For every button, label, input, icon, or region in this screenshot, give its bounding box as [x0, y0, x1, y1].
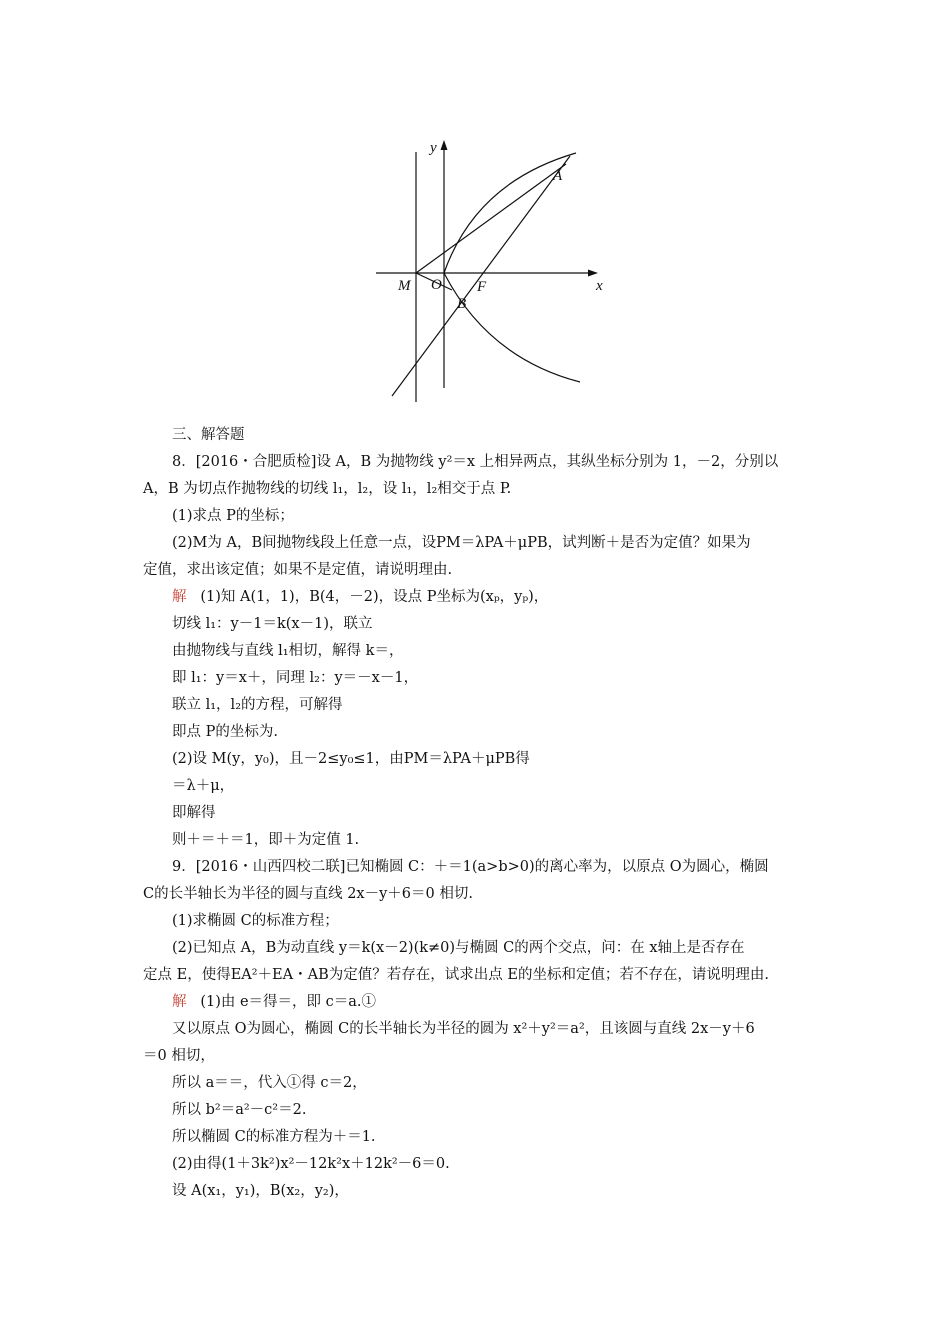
text-line [143, 800, 823, 827]
text-line [143, 1043, 823, 1070]
text-line-content: A，B 为切点作抛物线的切线 l₁，l₂，设 l₁，l₂相交于点 P. [143, 481, 512, 497]
text-line [143, 557, 823, 584]
text-line [143, 1016, 823, 1043]
text-line [143, 1178, 823, 1205]
text-line [143, 962, 823, 989]
parabola-figure [352, 130, 632, 418]
text-line [143, 692, 823, 719]
label-y: y [430, 140, 437, 156]
text-line [143, 1124, 823, 1151]
text-line-content: (1)求点 P的坐标； [172, 508, 294, 524]
text-line [143, 827, 823, 854]
text-line [143, 611, 823, 638]
text-line-content: 即点 P的坐标为. [172, 724, 278, 740]
label-x: x [596, 278, 603, 294]
text-line-content: 设 A(x₁，y₁)，B(x₂，y₂)， [172, 1183, 349, 1199]
x-axis-arrow [588, 270, 598, 277]
chord-AB [392, 156, 570, 396]
text-line [143, 854, 823, 881]
label-A: A [553, 168, 563, 184]
label-O: O [431, 277, 442, 293]
solution-marker: 解 [172, 994, 187, 1010]
label-M: M [398, 278, 411, 294]
text-line [143, 665, 823, 692]
text-line [143, 476, 823, 503]
text-line-content: 则＋＝＋＝1，即＋为定值 1. [172, 832, 360, 848]
text-line-content: 由抛物线与直线 l₁相切，解得 k＝， [172, 643, 404, 659]
text-line-content: (1)由 e＝得＝，即 c＝a.① [200, 994, 377, 1010]
solution-marker: 解 [172, 589, 187, 605]
text-line-content: C的长半轴长为半径的圆与直线 2x－y＋6＝0 相切. [143, 886, 473, 902]
parabola-curve [444, 153, 580, 382]
text-line-content: 即解得 [172, 805, 216, 821]
label-B: B [457, 296, 467, 312]
text-line [143, 503, 823, 530]
label-F: F [477, 279, 487, 295]
text-line-content: 定值，求出该定值；如果不是定值，请说明理由. [143, 562, 453, 578]
text-line-content: (1)求椭圆 C的标准方程； [172, 913, 339, 929]
text-line-content: (2)设 M(y，y₀)，且－2≤y₀≤1，由PM＝λPA＋μPB得 [172, 751, 530, 767]
text-line [143, 1070, 823, 1097]
text-line [143, 935, 823, 962]
text-line-content: 切线 l₁：y－1＝k(x－1)，联立 [172, 616, 373, 632]
text-line-content: 三、解答题 [172, 427, 245, 443]
text-line-content: 所以 a＝＝，代入①得 c＝2， [172, 1075, 367, 1091]
text-line-content: (2)已知点 A，B为动直线 y＝k(x－2)(k≠0)与椭圆 C的两个交点，问：在 x轴上是否存在 [172, 940, 745, 956]
text-line [143, 584, 823, 611]
text-line [143, 989, 823, 1016]
line-MA [416, 164, 566, 273]
text-line [143, 773, 823, 800]
text-line [143, 746, 823, 773]
text-line-content: 联立 l₁，l₂的方程，可解得 [172, 697, 343, 713]
document-body [143, 422, 823, 1205]
text-line [143, 719, 823, 746]
text-line [143, 908, 823, 935]
text-line [143, 449, 823, 476]
text-line [143, 638, 823, 665]
text-line-content: 所以椭圆 C的标准方程为＋＝1. [172, 1129, 376, 1145]
text-line [143, 422, 823, 449]
text-line-content: (2)由得(1＋3k²)x²－12k²x＋12k²－6＝0. [172, 1156, 450, 1172]
text-line-content: 所以 b²＝a²－c²＝2. [172, 1102, 307, 1118]
text-line-content: ＝0 相切， [143, 1048, 215, 1064]
text-line-content: 9．[2016・山西四校二联]已知椭圆 C：＋＝1(a>b>0)的离心率为，以原点 O为圆心，椭圆 [172, 859, 769, 875]
text-line-content: 又以原点 O为圆心，椭圆 C的长半轴长为半径的圆为 x²＋y²＝a²，且该圆与直线 2x－y＋6 [172, 1021, 755, 1037]
parabola-diagram [352, 130, 632, 418]
text-line-content: 8．[2016・合肥质检]设 A，B 为抛物线 y²＝x 上相异两点，其纵坐标分别为 1，－2，分别以 [172, 454, 779, 470]
y-axis-arrow [441, 140, 448, 150]
text-line-content: 定点 E，使得EA²＋EA・AB为定值？若存在，试求出点 E的坐标和定值；若不存在，请说明理由. [143, 967, 770, 983]
text-line [143, 1151, 823, 1178]
text-line [143, 881, 823, 908]
text-line-content: (2)M为 A，B间抛物线段上任意一点，设PM＝λPA＋μPB，试判断＋是否为定值？如果为 [172, 535, 751, 551]
text-line [143, 1097, 823, 1124]
text-line [143, 530, 823, 557]
text-line-content: 即 l₁：y＝x＋，同理 l₂：y＝－x－1， [172, 670, 419, 686]
text-line-content: (1)知 A(1，1)，B(4，－2)，设点 P坐标为(xₚ，yₚ)， [200, 589, 549, 605]
text-line-content: ＝λ＋μ， [172, 778, 235, 794]
